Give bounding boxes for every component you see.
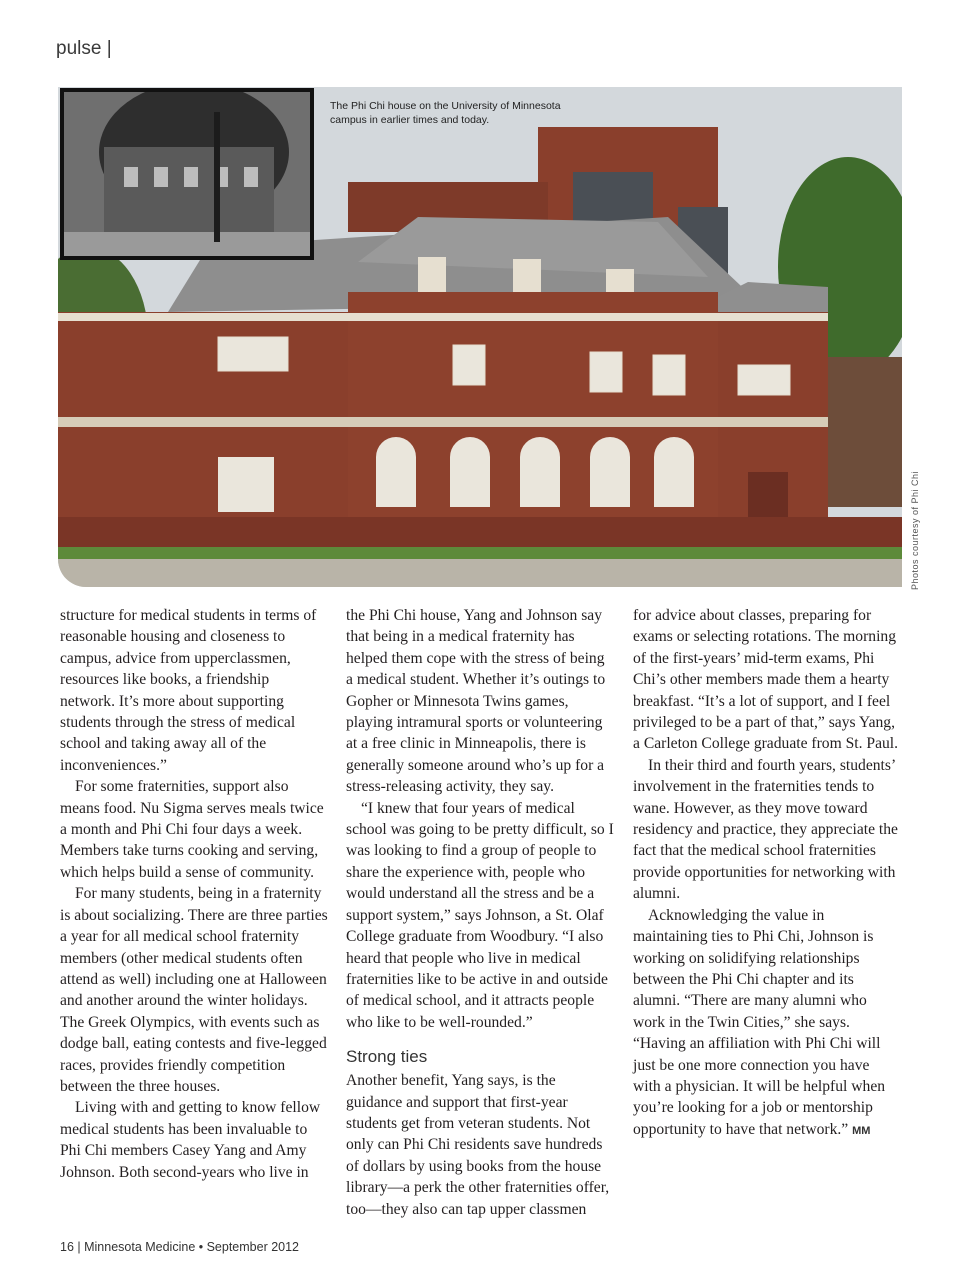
end-mark: MM — [852, 1124, 871, 1137]
paragraph: Living with and getting to know fellow medical students has been invaluable to Phi Chi members Casey Yang and Amy Johnson. Both second-years who live in — [60, 1099, 321, 1181]
paragraph: the Phi Chi house, Yang and Johnson say that being in a medical fraternity has helped them cope with the stress of being a medical student. Whether it’s outings to Gopher or Minnesota Twins games, playing intramural sports or volunteering at a free clinic in Minneapolis, there is generally someone around who’s up for a stress-releasing activity, they say. — [346, 607, 606, 796]
paragraph-last — [633, 905, 901, 1142]
paragraph: In their third and fourth years, students’ involvement in the fraternities tends to wane. However, as they move toward residency and practice, they appreciate the fact that the medical school fraternities provide opportunities for networking with alumni. — [633, 756, 898, 903]
paragraph-text: Acknowledging the value in maintaining ties to Phi Chi, Johnson is working on solidifying relationships between the Phi Chi chapter and its alumni. “There are many alumni who work in the Twin Cities,” she says. “Having an affiliation with Phi Chi will just be one more connection you have with a physician. It will be helpful when you’re looking for a job or mentorship opportunity to have that network.” — [633, 906, 886, 1138]
article-column-2 — [346, 605, 614, 1220]
paragraph: For many students, being in a fraternity is about socializing. There are three parties a year for all medical school fraternity members (other medical students often attend as well) including one at Halloween and another around the winter holidays. The Greek Olympics, with events such as dodge ball, eating contests and five-legged races, provides friendly competition between the three houses. — [60, 885, 328, 1095]
page-footer: 16 | Minnesota Medicine • September 2012 — [60, 1240, 300, 1254]
article-column-1 — [60, 605, 328, 1183]
paragraph: for advice about classes, preparing for exams or selecting rotations. The morning of the first-years’ mid-term exams, Phi Chi’s other members made them a hearty breakfast. “It’s a lot of support, and I feel privileged to be a part of that,” says Yang, a Carleton College graduate from St. Paul. — [633, 607, 899, 753]
subheading: Strong ties — [346, 1047, 428, 1067]
paragraph: Another benefit, Yang says, is the guidance and support that first-year students get from veteran students. Not only can Phi Chi residents save hundreds of dollars by using books from the house library—a perk the other fraternities offer, too—they also can tap upper classmen — [346, 1072, 610, 1218]
paragraph: For some fraternities, support also means food. Nu Sigma serves meals twice a month and Phi Chi four days a week. Members take turns cooking and serving, which helps build a sense of community. — [60, 778, 324, 881]
historic-house-illustration — [64, 92, 310, 256]
article-column-3 — [633, 605, 901, 1142]
section-label: pulse | — [56, 38, 112, 59]
photo-caption: The Phi Chi house on the University of Minnesota campus in earlier times and today. — [330, 100, 561, 126]
historic-photo-inset — [60, 88, 314, 260]
paragraph: “I knew that four years of medical school was going to be pretty difficult, so I was looking to find a group of people to share the experience with, people who would understand all the stress and be a support system,” says Johnson, a St. Olaf College graduate from Woodbury. “I also heard that people who live in medical fraternities like to be active in and outside of medical school, and it attracts people who like to be well-rounded.” — [346, 799, 614, 1031]
paragraph: structure for medical students in terms of reasonable housing and closeness to campus, advice from upperclassmen, resources like books, a friendship network. It’s more about supporting students through the stress of medical school and taking away all of the inconveniences.” — [60, 607, 317, 774]
photo-credit: Photos courtesy of Phi Chi — [910, 470, 920, 590]
